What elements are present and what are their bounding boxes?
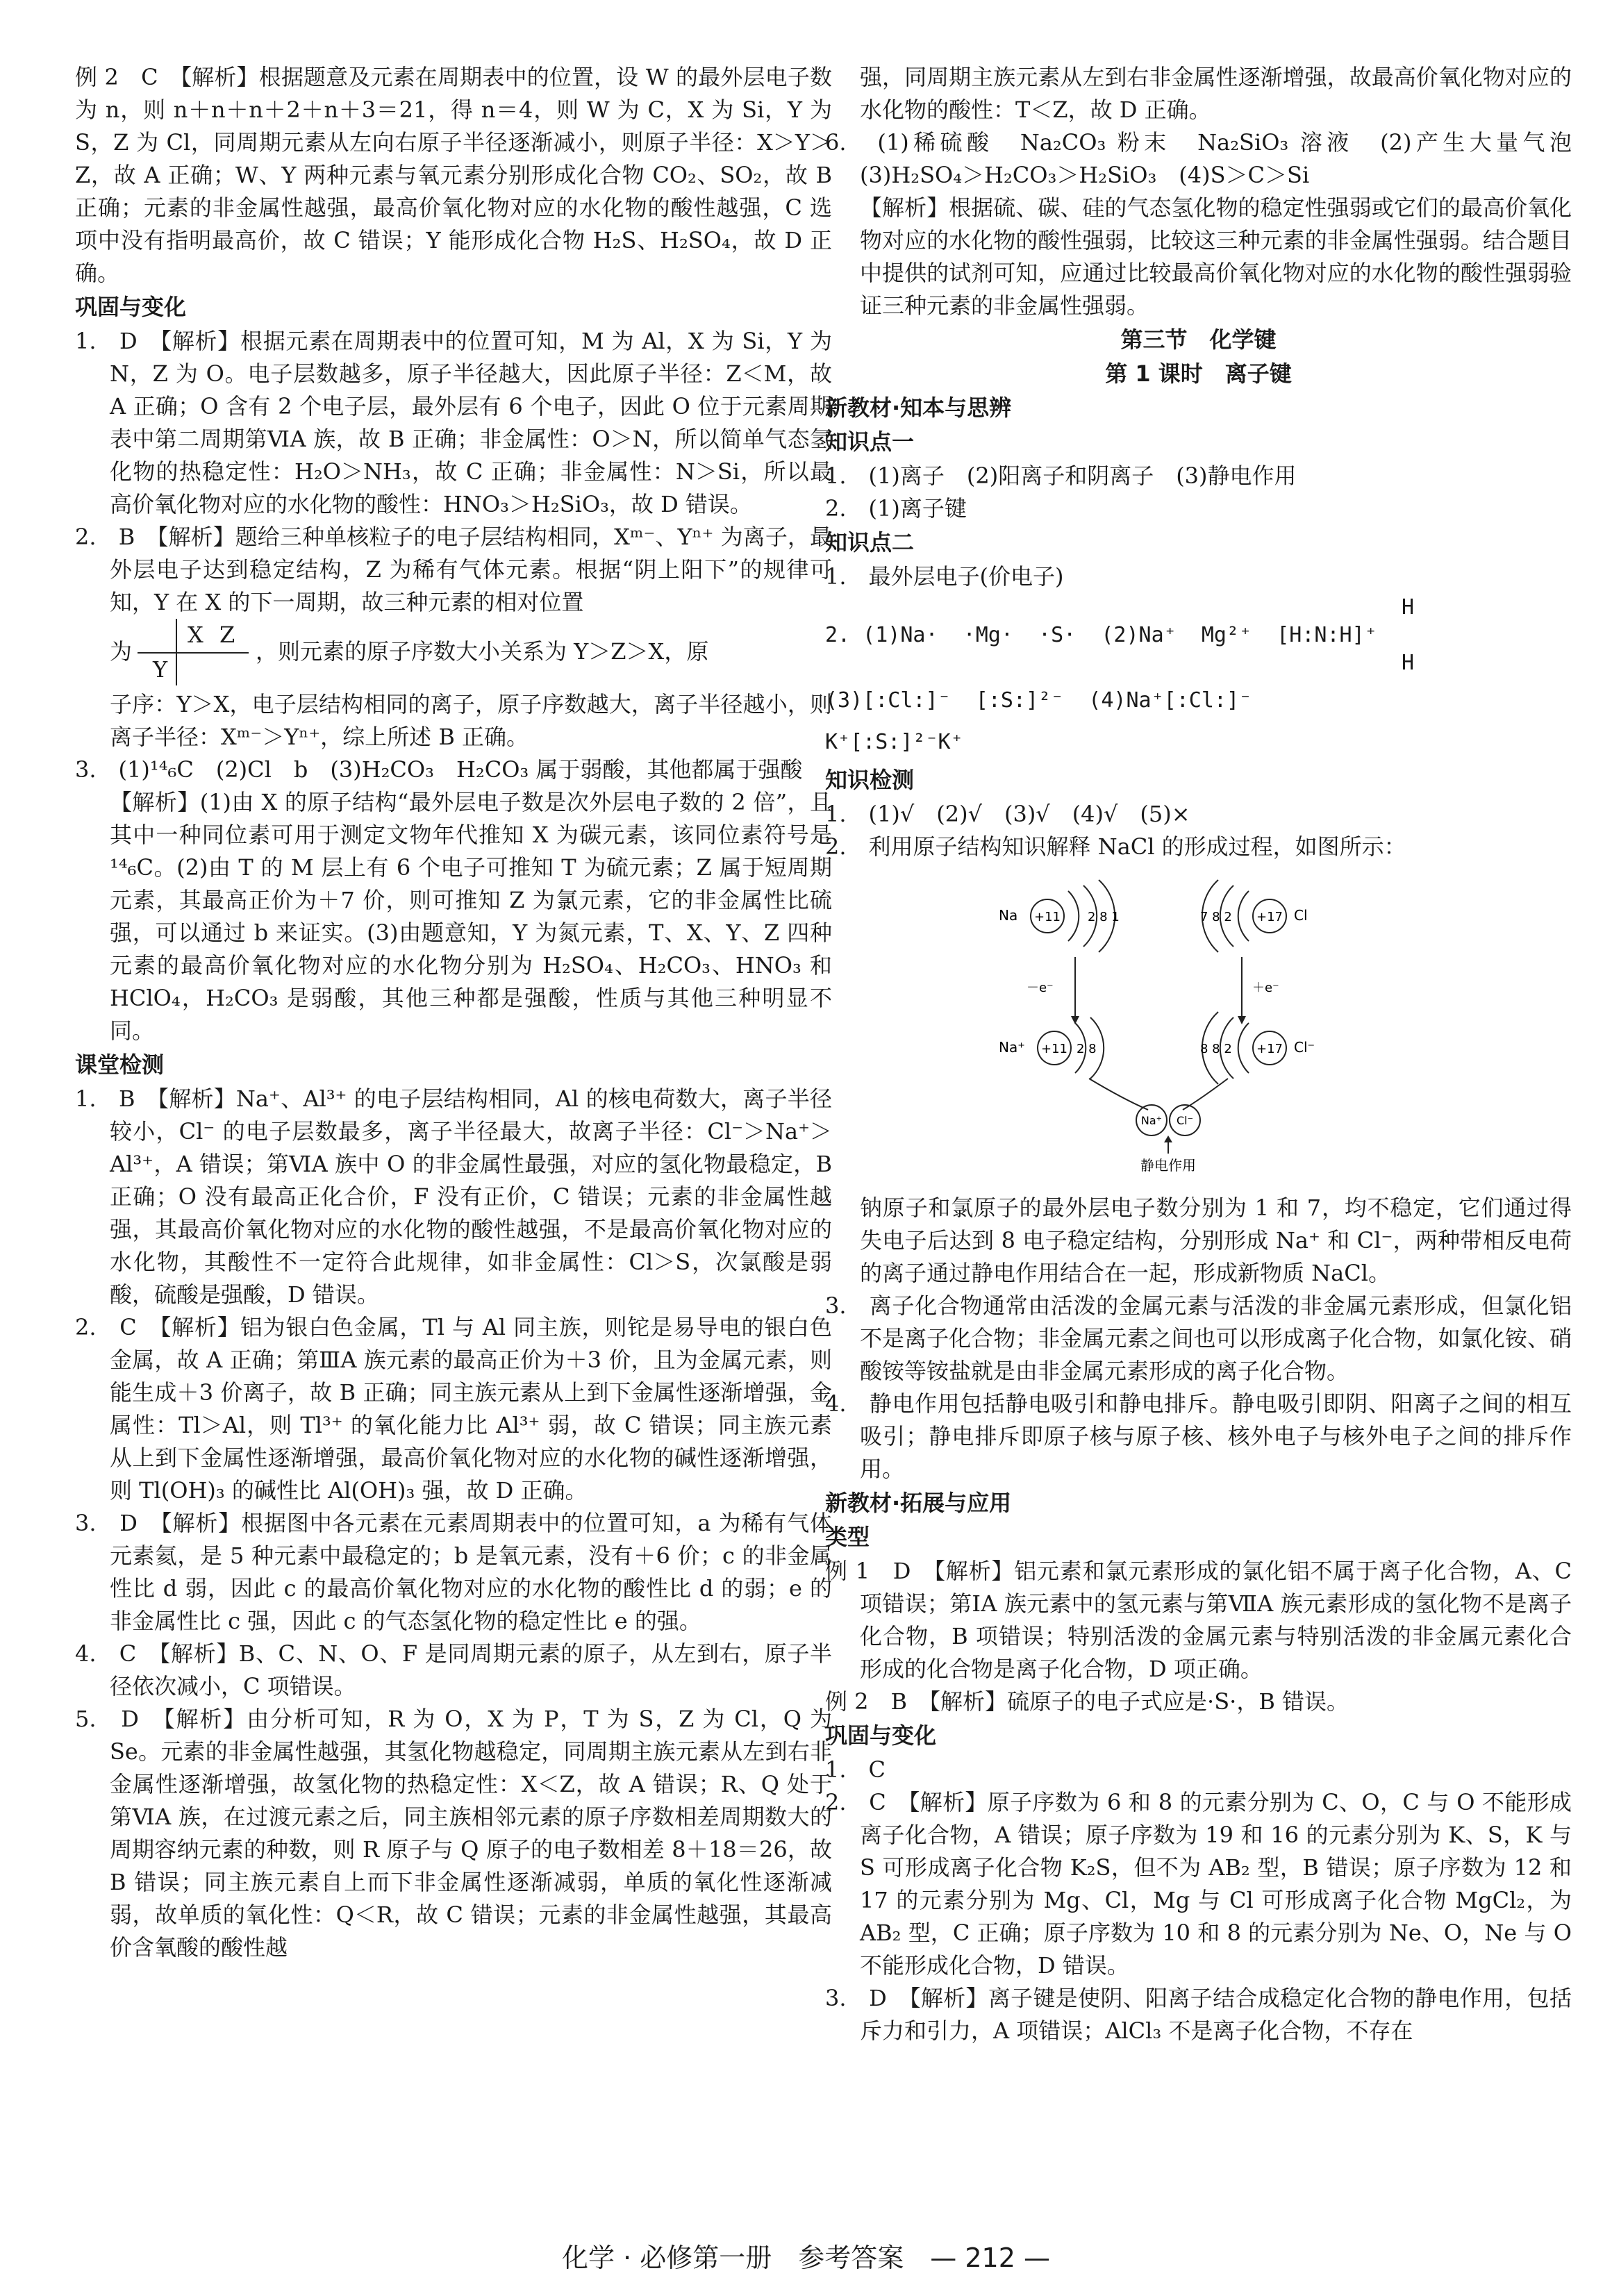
answer-item: 1. B 【解析】Na⁺、Al³⁺ 的电子层结构相同，Al 的核电荷数大，离子半径较小，Cl⁻ 的电子层数最多，离子半径最大，故离子半径：Cl⁻＞Na⁺＞Al³⁺，A 错误；第ⅥA 族中 O 的非金属性最强，对应的氢化物最稳定，B 正确；O 没有最高正化合价，F 没有正价，C 错误；元素的非金属性越强，其最高价氧化物对应的水化物的酸性越强，不是最高价氧化物对应的水化物，其酸性不一定符合此规律，如非金属性：Cl＞S，次氯酸是弱酸，硫酸是强酸，D 错误。 bbox=[75, 1085, 832, 1308]
section-heading: 知识点二 bbox=[825, 529, 915, 556]
section-heading: 课堂检测 bbox=[75, 1051, 165, 1078]
answer-item: 3. (1)¹⁴₆C (2)Cl b (3)H₂CO₃ H₂CO₃ 属于弱酸，其他都属于强酸 bbox=[75, 756, 803, 783]
page-footer: 化学 · 必修第一册 参考答案 — 212 — bbox=[562, 2243, 1050, 2273]
answer-continuation: 强，同周期主族元素从左到右非金属性逐渐增强，故最高价氧化物对应的水化物的酸性：T＜Z，故 D 正确。 bbox=[860, 64, 1572, 123]
answer-item: 2. B 【解析】题给三种单核粒子的电子层结构相同，Xᵐ⁻、Yⁿ⁺ 为离子，最外层电子达到稳定结构，Z 为稀有气体元素。根据“阴上阳下”的规律可知，Y 在 X 的下一周期，故三种元素的相对位置 bbox=[75, 524, 832, 615]
formula-nh-top: H bbox=[1402, 595, 1415, 619]
formula-line-2: (3)[:Cl:]⁻ [:S:]²⁻ (4)Na⁺[:Cl:]⁻ bbox=[825, 688, 1252, 713]
electron-formulas bbox=[825, 597, 1572, 760]
section-heading: 知识检测 bbox=[825, 767, 915, 793]
right-top-block bbox=[825, 61, 1595, 593]
cl-core: +17 bbox=[1256, 910, 1283, 924]
cl-ion-symbol: Cl⁻ bbox=[1294, 1039, 1315, 1056]
grid-cell-z: Z bbox=[219, 622, 235, 648]
grid-prefix: 为 bbox=[110, 638, 133, 665]
answer-item: 2. C 【解析】铝为银白色金属，Tl 与 Al 同主族，则铊是易导电的银白色金属，故 A 正确；第ⅢA 族元素的最高正价为＋3 价，且为金属元素，则能生成＋3 价离子，故 B 正确；同主族元素从上到下金属性逐渐增强，金属性：Tl＞Al，则 Tl³⁺ 的氧化能力比 Al³⁺ 弱，故 C 错误；同主族元素从上到下金属性逐渐增强，最高价氧化物对应的水化物的碱性逐渐增强，则 Tl(OH)₃ 的碱性比 Al(OH)₃ 强，故 D 正确。 bbox=[75, 1314, 832, 1504]
answer-continuation: 【解析】根据硫、碳、硅的气态氢化物的稳定性强弱或它们的最高价氧化物对应的水化物的酸性强弱，比较这三种元素的非金属性强弱。结合题目中提供的试剂可知，应通过比较最高价氧化物对应的水化物的酸性强弱验证三种元素的非金属性强弱。 bbox=[860, 194, 1572, 319]
grid-cell-y: Y bbox=[153, 656, 168, 683]
cl-ion-circle-label: Cl⁻ bbox=[1176, 1114, 1194, 1127]
answer-item: 4. C 【解析】B、C、N、O、F 是同周期元素的原子，从左到右，原子半径依次减小，C 项错误。 bbox=[75, 1640, 832, 1699]
na-shells: 2 8 1 bbox=[1088, 910, 1120, 924]
cl-ion-shells: 8 8 2 bbox=[1200, 1042, 1232, 1056]
answer-paragraph: 例 2 C 【解析】根据题意及元素在周期表中的位置，设 W 的最外层电子数为 n，则 n＋n＋n＋2＋n＋3＝21，得 n＝4，则 W 为 C，X 为 Si，Y 为 S，Z 为 Cl，同周期元素从左向右原子半径逐渐减小，则原子半径：X＞Y＞Z，故 A 正确；W、Y 两种元素与氧元素分别形成化合物 CO₂、SO₂，故 B 正确；元素的非金属性越强，最高价氧化物对应的水化物的酸性越强，C 选项中没有指明最高价，故 C 错误；Y 能形成化合物 H₂S、H₂SO₄，故 D 正确。 bbox=[75, 64, 832, 286]
answer-item: 4. 静电作用包括静电吸引和静电排斥。静电吸引即阴、阳离子之间的相互吸引；静电排斥即原子核与原子核、核外电子与核外电子之间的排斥作用。 bbox=[825, 1390, 1572, 1482]
section-heading: 巩固与变化 bbox=[75, 294, 187, 320]
answer-item: 1. (1)√ (2)√ (3)√ (4)√ (5)× bbox=[825, 801, 1190, 827]
section-heading: 巩固与变化 bbox=[825, 1722, 937, 1749]
cl-symbol: Cl bbox=[1294, 907, 1308, 924]
answer-item: 6. (1)稀硫酸 Na₂CO₃ 粉末 Na₂SiO₃ 溶液 (2)产生大量气泡 (3)H₂SO₄＞H₂CO₃＞H₂SiO₃ (4)S＞C＞Si bbox=[825, 129, 1595, 188]
right-bottom-block bbox=[825, 1192, 1572, 2047]
grid-suffix: ，则元素的原子序数大小关系为 Y＞Z＞X，原 bbox=[256, 638, 709, 665]
nacl-diagram-svg bbox=[999, 870, 1360, 1176]
right-mid-block bbox=[825, 764, 1572, 863]
gain-electron: ＋e⁻ bbox=[1252, 981, 1279, 995]
section-title: 第三节 化学键 bbox=[1120, 326, 1277, 353]
answer-item: 5. D 【解析】由分析可知，R 为 O，X 为 P，T 为 S，Z 为 Cl，Q 为 Se。元素的非金属性越强，其氢化物越稳定，同周期主族元素从左到右非金属性逐渐增强，故氢化物的热稳定性：X＜Z，故 A 错误；R、Q 处于第ⅥA 族，在过渡元素之后，同主族相邻元素的原子序数相差周期数大的周期容纳元素的种数，则 R 原子与 Q 原子的电子数相差 8＋18＝26，故 B 错误；同主族元素自上而下非金属性逐渐减弱，单质的氧化性逐渐减弱，故单质的氧化性：Q＜R，故 C 错误；元素的非金属性越强，其最高价含氧酸的酸性越 bbox=[75, 1706, 832, 1961]
na-symbol: Na bbox=[999, 907, 1018, 924]
answer-continuation: 子序：Y＞X，电子层结构相同的离子，原子序数越大，离子半径越小，则离子半径：Xᵐ⁻＞Yⁿ⁺，综上所述 B 正确。 bbox=[110, 691, 832, 750]
grid-cell-x: X bbox=[188, 622, 203, 648]
answer-item: 2. C 【解析】原子序数为 6 和 8 的元素分别为 C、O，C 与 O 不能形成离子化合物，A 错误；原子序数为 19 和 16 的元素分别为 K、S，K 与 S 可形成离子化合物 K₂S，但不为 AB₂ 型，B 错误；原子序数为 12 和 17 的元素分别为 Mg、Cl，Mg 与 Cl 可形成离子化合物 MgCl₂，为 AB₂ 型，C 正确；原子序数为 10 和 8 的元素分别为 Ne、O，Ne 与 O 不能形成化合物，D 错误。 bbox=[825, 1789, 1572, 1979]
section-heading: 知识点一 bbox=[825, 429, 915, 455]
answer-continuation: 【解析】(1)由 X 的原子结构“最外层电子数是次外层电子数的 2 倍”，且其中一种同位素可用于测定文物年代推知 X 为碳元素，该同位素符号是¹⁴₆C。(2)由 T 的 M 层上有 6 个电子可推知 T 为硫元素；Z 属于短周期元素，其最高正价为＋7 价，则可推知 Z 为氯元素，它的非金属性比硫强，可以通过 b 来证实。(3)由题意知，Y 为氮元素，T、X、Y、Z 四种元素的最高价氧化物对应的水化物分别为 H₂SO₄、H₂CO₃、HNO₃ 和 HClO₄，H₂CO₃ 是弱酸，其他三种都是强酸，性质与其他三种明显不同。 bbox=[110, 789, 832, 1044]
answer-item: 1. D 【解析】根据元素在周期表中的位置可知，M 为 Al，X 为 Si，Y 为 N，Z 为 O。电子层数越多，原子半径越大，因此原子半径：Z＜M，故 A 正确；O 含有 2 个电子层，最外层有 6 个电子，因此 O 位于元素周期表中第二周期第ⅥA 族，故 B 正确；非金属性：O＞N，所以简单气态氢化物的热稳定性：H₂O＞NH₃，故 C 正确；非金属性：N＞Si，所以最高价氧化物对应的水化物的酸性：HNO₃＞H₂SiO₃，故 D 错误。 bbox=[75, 328, 832, 517]
element-position-grid bbox=[75, 619, 832, 688]
answer-item: 2. 利用原子结构知识解释 NaCl 的形成过程，如图所示： bbox=[825, 833, 1406, 860]
section-heading: 类型 bbox=[825, 1524, 870, 1550]
section-title: 第 1 课时 离子键 bbox=[1105, 360, 1292, 387]
answer-item: 3. 离子化合物通常由活泼的金属元素与活泼的非金属元素形成，但氯化铝不是离子化合物；非金属元素之间也可以形成离子化合物，如氯化铵、硝酸铵等铵盐就是由非金属元素形成的离子化合物。 bbox=[825, 1292, 1572, 1384]
answer-item: 例 1 D 【解析】铝元素和氯元素形成的氯化铝不属于离子化合物，A、C 项错误；第ⅠA 族元素中的氢元素与第ⅦA 族元素形成的氢化物不是离子化合物，B 项错误；特别活泼的金属元素与特别活泼的非金属元素化合形成的化合物是离子化合物，D 项正确。 bbox=[825, 1558, 1572, 1682]
answer-item: 3. D 【解析】离子键是使阴、阳离子结合成稳定化合物的静电作用，包括斥力和引力，A 项错误；AlCl₃ 不是离子化合物，不存在 bbox=[825, 1985, 1572, 2044]
formula-line-1: 2. (1)Na· ·Mg· ·S· (2)Na⁺ Mg²⁺ [H:N:H]⁺ bbox=[825, 623, 1377, 647]
right-column bbox=[825, 61, 1595, 2047]
section-heading: 新教材·拓展与应用 bbox=[825, 1490, 1012, 1516]
na-ion-shells: 2 8 bbox=[1077, 1042, 1097, 1056]
section-heading: 新教材·知本与思辨 bbox=[825, 394, 1012, 421]
cl-ion-core: +17 bbox=[1256, 1042, 1283, 1056]
na-core: +11 bbox=[1034, 910, 1061, 924]
answer-item: 例 2 B 【解析】硫原子的电子式应是·S·，B 错误。 bbox=[825, 1688, 1349, 1715]
na-ion-circle-label: Na⁺ bbox=[1140, 1114, 1163, 1127]
left-column bbox=[75, 61, 832, 1964]
formula-nh-bottom: H bbox=[1402, 651, 1415, 675]
nacl-formation-diagram bbox=[999, 870, 1572, 1185]
na-ion-core: +11 bbox=[1041, 1042, 1067, 1056]
answer-item: 1. (1)离子 (2)阳离子和阴离子 (3)静电作用 bbox=[825, 463, 1297, 489]
answer-item: 1. 最外层电子(价电子) bbox=[825, 563, 1064, 590]
answer-item: 2. (1)离子键 bbox=[825, 495, 967, 522]
formula-line-3: K⁺[:S:]²⁻K⁺ bbox=[825, 730, 963, 754]
lose-electron: －e⁻ bbox=[1027, 981, 1054, 995]
answer-item: 1. C bbox=[825, 1756, 886, 1783]
answer-item: 3. D 【解析】根据图中各元素在元素周期表中的位置可知，a 为稀有气体元素氦，是 5 种元素中最稳定的；b 是氧元素，没有＋6 价；c 的非金属性比 d 弱，因此 c 的最高价氧化物对应的水化物的酸性比 d 的弱；e 的非金属性比 c 强，因此 c 的气态氢化物的稳定性比 e 的强。 bbox=[75, 1510, 832, 1634]
cl-shells: 7 8 2 bbox=[1200, 910, 1232, 924]
grid-cross bbox=[138, 619, 249, 685]
na-ion-symbol: Na⁺ bbox=[999, 1039, 1025, 1056]
bond-label: 静电作用 bbox=[1140, 1157, 1196, 1174]
answer-continuation: 钠原子和氯原子的最外层电子数分别为 1 和 7，均不稳定，它们通过得失电子后达到 8 电子稳定结构，分别形成 Na⁺ 和 Cl⁻，两种带相反电荷的离子通过静电作用结合在一起，形成新物质 NaCl。 bbox=[860, 1195, 1572, 1286]
